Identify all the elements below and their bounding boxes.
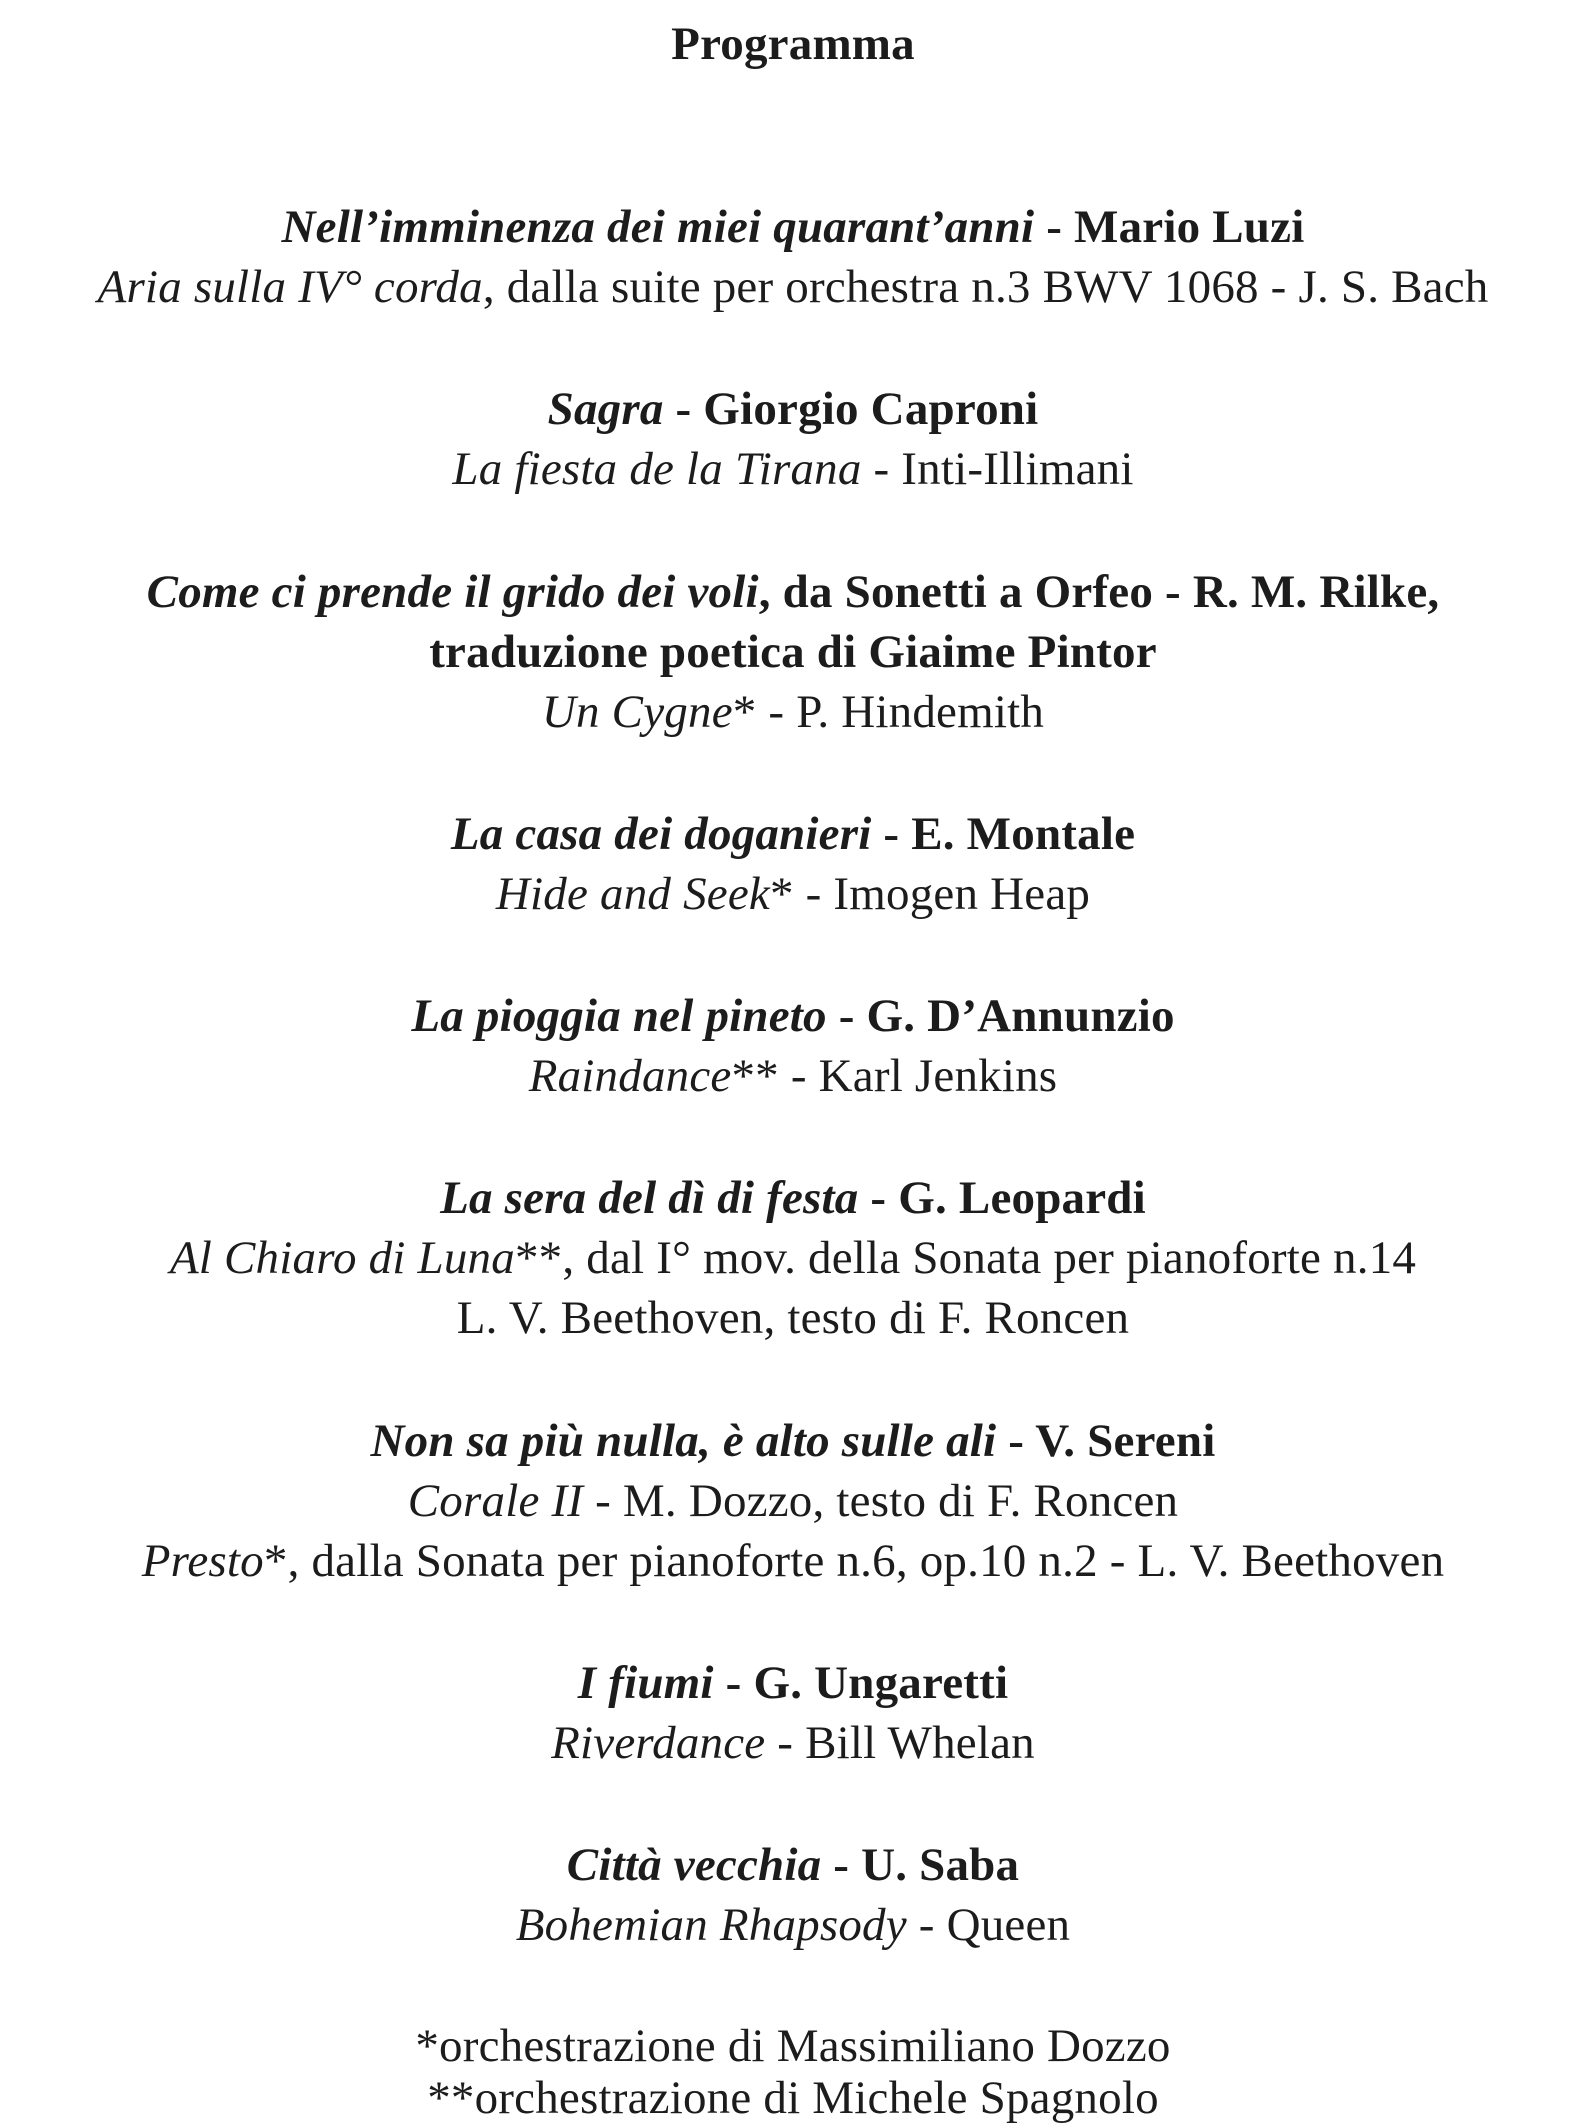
poet-name: - V. Sereni — [996, 1415, 1216, 1467]
poet-name: - G. D’Annunzio — [826, 990, 1175, 1042]
poet-name: , da Sonetti a Orfeo - R. M. Rilke, — [758, 566, 1440, 618]
program-item-music — [0, 682, 1586, 742]
poem-title: La casa dei doganieri — [450, 808, 872, 860]
poem-title: Sagra — [547, 383, 664, 435]
music-credit: - Bill Whelan — [765, 1717, 1035, 1769]
program-item-music — [0, 1531, 1586, 1591]
music-credit: , dalla suite per orchestra n.3 BWV 1068 - J. S. Bach — [482, 261, 1489, 313]
poet-name: - E. Montale — [871, 808, 1136, 860]
program-item-poem — [0, 197, 1586, 257]
poem-title: Nell’imminenza dei miei quarant’anni — [281, 201, 1035, 253]
program-item-music — [0, 1713, 1586, 1773]
poet-name: - Mario Luzi — [1034, 201, 1305, 253]
program-item-poem — [0, 562, 1586, 622]
footnote-orchestration: *orchestrazione di Massimiliano Dozzo — [415, 2020, 1171, 2072]
music-title: La fiesta de la Tirana — [452, 443, 862, 495]
poet-name: - Giorgio Caproni — [663, 383, 1039, 435]
program-item-poem — [0, 1411, 1586, 1471]
program-item-poem — [0, 804, 1586, 864]
music-credit: ** - Karl Jenkins — [731, 1050, 1058, 1102]
music-title: Riverdance — [551, 1717, 766, 1769]
program-item-music — [0, 1471, 1586, 1531]
program-item-poem-translation: traduzione poetica di Giaime Pintor — [429, 626, 1157, 678]
poem-title: I fiumi — [577, 1657, 714, 1709]
music-title: Aria sulla IV° corda — [97, 261, 483, 313]
program-item-poem — [0, 1168, 1586, 1228]
poem-title: La pioggia nel pineto — [411, 990, 827, 1042]
music-title: Corale II — [407, 1475, 584, 1527]
music-credit: **, dal I° mov. della Sonata per pianoforte n.14 — [514, 1232, 1417, 1284]
program-item-music — [0, 1895, 1586, 1955]
program-item-poem — [0, 379, 1586, 439]
program-item-music-credit-line: L. V. Beethoven, testo di F. Roncen — [456, 1292, 1130, 1344]
program-item-music — [0, 439, 1586, 499]
program-item-music — [0, 864, 1586, 924]
program-item-music — [0, 1046, 1586, 1106]
page-title: Programma — [671, 18, 915, 70]
music-title: Presto — [141, 1535, 264, 1587]
program-item-poem — [0, 1835, 1586, 1895]
footnote-orchestration: **orchestrazione di Michele Spagnolo — [427, 2072, 1159, 2124]
music-credit: - Inti-Illimani — [861, 443, 1134, 495]
program-item-poem — [0, 986, 1586, 1046]
music-credit: - Queen — [906, 1899, 1071, 1951]
music-title: Un Cygne — [541, 686, 733, 738]
program-item-music — [0, 1228, 1586, 1288]
program-item-poem — [0, 1653, 1586, 1713]
poem-title: La sera del dì di festa — [440, 1172, 859, 1224]
poem-title: Non sa più nulla, è alto sulle ali — [370, 1415, 997, 1467]
music-credit: - M. Dozzo, testo di F. Roncen — [583, 1475, 1179, 1527]
music-title: Hide and Seek — [495, 868, 770, 920]
music-title: Raindance — [528, 1050, 732, 1102]
poet-name: - G. Ungaretti — [713, 1657, 1009, 1709]
music-title: Bohemian Rhapsody — [515, 1899, 907, 1951]
music-credit: * - P. Hindemith — [732, 686, 1045, 738]
music-credit: * - Imogen Heap — [769, 868, 1091, 920]
program-item-music — [0, 257, 1586, 317]
poem-title: Come ci prende il grido dei voli — [146, 566, 759, 618]
music-title: Al Chiaro di Luna — [169, 1232, 515, 1284]
poem-title: Città vecchia — [566, 1839, 822, 1891]
music-credit: *, dalla Sonata per pianoforte n.6, op.10 n.2 - L. V. Beethoven — [263, 1535, 1445, 1587]
poet-name: - U. Saba — [821, 1839, 1020, 1891]
poet-name: - G. Leopardi — [858, 1172, 1146, 1224]
